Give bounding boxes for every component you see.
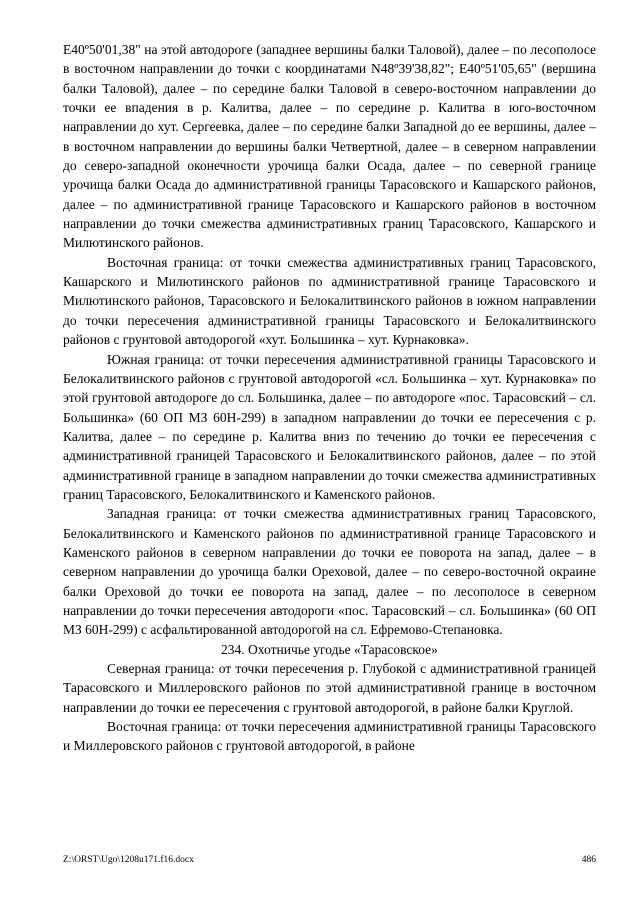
footer-page-number: 486 <box>581 855 596 865</box>
paragraph-east-border-234: Восточная граница: от точки пересечения административной границы Тарасовского и Миллеровского районов с грунтовой автодорогой, в районе <box>63 719 596 754</box>
paragraph-north-border-continuation: Е40º50'01,38" на этой автодороге (западнее вершины балки Таловой), далее – по лесополосе в восточном направлении до точки с координатами N48º39'38,82"; Е40º51'05,65" (вершина балки Таловой), далее – по середине балки Таловой в северо-восточном направлении до точки ее впадения в р. Калитва, далее – по середине р. Калитва в юго-восточном направлении до хут. Сергеевка, далее – по середине балки Западной до ее вершины, далее – в восточном направлении до вершины балки Четвертной, далее – в северном направлении до северо-западной оконечности урочища балки Осада, далее – по северной границе урочища балки Осада до административной границы Тарасовского и Кашарского районов, далее – по административной границе Тарасовского и Кашарского районов в восточном направлении до точки смежества административных границ Тарасовского, Кашарского и Милютинского районов. <box>63 42 596 251</box>
footer-file-path: Z:\ORST\Ugo\1208u171.f16.docx <box>63 855 194 865</box>
paragraph-east-border: Восточная граница: от точки смежества административных границ Тарасовского, Кашарского и Милютинского районов по административной границе Тарасовского и Милютинского районов, Тарасовского и Белокалитвинского районов в южном направлении до точки пересечения административной границы Тарасовского и Белокалитвинского районов с грунтовой автодорогой «хут. Большинка – хут. Курнаковка». <box>63 254 596 348</box>
paragraph-north-border-234: Северная граница: от точки пересечения р. Глубокой с административной границей Тарасовского и Миллеровского районов по этой административной границе в восточном направлении до точки ее пересечения с грунтовой автодорогой, в районе балки Круглой. <box>63 661 596 715</box>
paragraph-south-border: Южная граница: от точки пересечения административной границы Тарасовского и Белокалитвинского районов с грунтовой автодорогой «сл. Большинка – хут. Курнаковка» по этой грунтовой автодороге до сл. Большинка, далее – по автодороге «пос. Тарасовский – сл. Большинка» (60 ОП МЗ 60Н-299) в западном направлении до точки ее пересечения с р. Калитва, далее – по середине р. Калитва вниз по течению до точки ее пересечения с административной границей Тарасовского и Белокалитвинского районов, далее – по этой административной границе в западном направлении до точки смежества административных границ Тарасовского, Белокалитвинского и Каменского районов. <box>63 351 596 502</box>
page-footer <box>63 854 596 866</box>
document-body <box>63 40 596 756</box>
section-heading: 234. Охотничье угодье «Тарасовское» <box>221 641 438 657</box>
paragraph-west-border: Западная граница: от точки смежества административных границ Тарасовского, Белокалитвинского и Каменского районов по административной границе Тарасовского и Каменского районов в северном направлении до точки ее поворота на запад, далее – в северном направлении до урочища балки Ореховой, далее – по северо-восточной окраине балки Ореховой до точки ее поворота на запад, далее – по лесополосе в северном направлении до точки пересечения автодороги «пос. Тарасовский – сл. Большинка» (60 ОП МЗ 60Н-299) с асфальтированной автодорогой на сл. Ефремово-Степановка. <box>63 506 596 638</box>
